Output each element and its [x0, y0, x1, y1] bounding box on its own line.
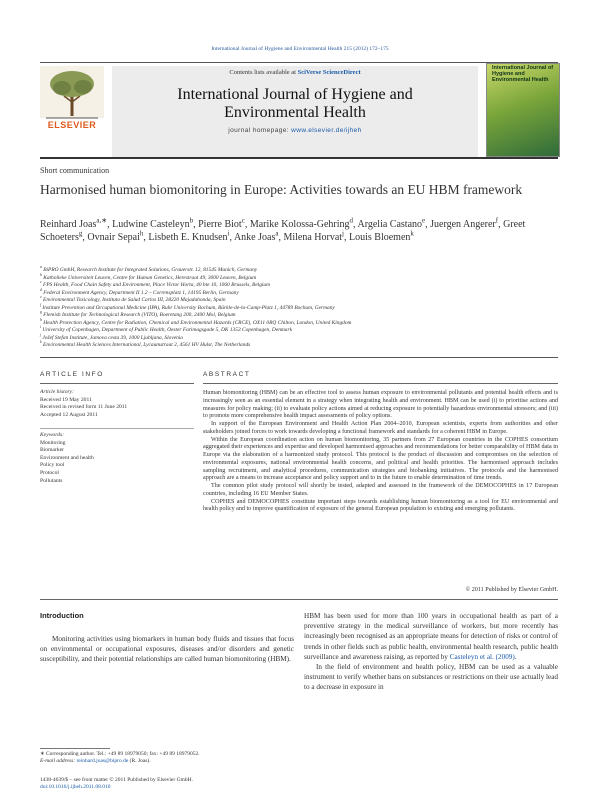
body-left-column	[40, 634, 294, 665]
article-info-rule	[40, 383, 194, 384]
keyword: Environment and health	[40, 454, 94, 461]
affiliation: $^a$ BiPRO GmbH, Research Institute for Integrated Solutions, Grauerstr. 12, 81545 Munich, Germany	[40, 265, 258, 273]
abstract-paragraph: Within the European coordination action on human biomonitoring, 35 partners from 27 European countries in the COPHES consortium aggregated their experiences and expertise and developed harmonised approaches and recommendations for better comparability of HBM data in Europe via the elaboration of a harmonized study protocol. This protocol is the product of discussion and compromises on the selection of environmental exposures, national environmental health concerns, and political and health priorities. The harmonised approach includes sampling recruitment, and analytical procedures, communication strategies and biobanking initiatives. The protocols and the harmonised approach are a means to increase acceptance and policy support and to in the future to enable determination of time trends.	[203, 436, 558, 482]
citation-link[interactable]: Casteleyn et al. (2009)	[449, 652, 515, 661]
sciencedirect-link[interactable]: SciVerse ScienceDirect	[297, 69, 361, 76]
homepage-prefix: journal homepage:	[228, 127, 292, 134]
homepage-link[interactable]: www.elsevier.de/ijheh	[291, 127, 362, 134]
top-rule	[40, 62, 558, 63]
history-item: Accepted 12 August 2011	[40, 411, 98, 418]
abstract-paragraph: The common pilot study protocol will shortly be tested, adapted and assessed in the framework of the DEMOCOPHES in 17 European countries, including 16 EU Member States.	[203, 483, 558, 497]
affiliation: $^k$ Environmental Health Sciences International, Lycaumstraat 2, 4561 HV Hulst, The Netherlands	[40, 340, 251, 348]
history-label: Article history:	[40, 389, 75, 395]
keywords	[40, 432, 190, 485]
affiliation: $^c$ FPS Health, Food Chain Safety and Environment, Place Victor Horta, 40 bte 10, 1060 Brussels, Belgium	[40, 280, 271, 288]
keyword: Policy tool	[40, 462, 65, 469]
journal-homepage	[112, 127, 478, 134]
history-item: Received in revised form 11 June 2011	[40, 404, 128, 411]
author[interactable]: Milena Horvat$^j$	[283, 229, 344, 243]
keyword: Pollutants	[40, 477, 63, 484]
affiliation: $^e$ Environmental Toxicology, Instituto de Salud Carlos III, 28220 Majadahonda, Spain	[40, 295, 226, 303]
author[interactable]: Reinhard Joas$^{a,∗}$	[40, 216, 108, 230]
abstract-paragraph: COPHES and DEMOCOPHES constitute important steps towards establishing human biomonitoring as a tool for EU environmental and health policy and to improve quantification of exposure of the general European population to existing and emerging pollutants.	[203, 498, 558, 513]
elsevier-tree-logo	[40, 66, 104, 144]
corresponding-author: ∗ Corresponding author. Tel.: +49 89 18979050; fax: +49 89 18979052.	[40, 751, 200, 757]
keyword: Biomarker	[40, 447, 64, 454]
abstract-paragraph: Human biomonitoring (HBM) can be an effective tool to assess human exposure to environmental pollutants and potential health effects and is increasingly seen as an essential element in a strategy when integrating health and environment. HBM can be used (i) to prioritise actions and measures for policy making; (ii) to evaluate policy actions aimed at reducing exposure to potentially hazardous environmental stressors; and (iii) to promote more comprehensive health impact assessments of policy options.	[203, 390, 558, 420]
keywords-label: Keywords:	[40, 432, 65, 438]
history-item: Received 19 May 2011	[40, 396, 92, 403]
affiliation: $^h$ Health Protection Agency, Centre for Radiation, Chemical and Environmental Hazards (CRCE), OX11 0RQ Chilton, London, United Kingdom	[40, 317, 352, 326]
affiliation: $^i$ University of Copenhagen, Department of Public Health, Oester Farimagsgade 5, DK 1353 Copenhagen, Denmark	[40, 325, 292, 333]
corresponding-author-footnote	[40, 751, 300, 766]
body-paragraph: HBM has been used for more than 100 years in occupational health as part of a preventive strategy in the medical surveillance of workers, but more recently has increasingly been recognised as an appropriate means for detection of risks or control of trends in other fields such as public health, environmental health research, public health surveillance and awareness raising, as reported by Casteleyn et al. (2009).	[304, 612, 558, 661]
author-list: Reinhard Joas$^{a,∗}$, Ludwine Casteleyn$^b$, Pierre Biot$^c$, Marike Kolossa-Gehring$^d$, Argelia Castano$^e$, Juergen Angerer$^f$, Greet Schoeters$^g$, Ovnair Sepai$^h$, Lisbeth E. Knudsen$^i$, Anke Joas$^a$, Milena Horvat$^j$, Louis Bloemen$^k$	[40, 216, 526, 243]
author[interactable]: Ovnair Sepai$^h$	[87, 229, 144, 243]
doi-link[interactable]: doi:10.1016/j.ijheh.2011.08.010	[40, 784, 111, 791]
contents-prefix: Contents lists available at	[229, 69, 298, 76]
body-paragraph: In the field of environment and health policy, HBM can be used as a valuable instrument to verify whether bans on substances or restrictions on their use actually lead to a decrease in exposure in	[304, 663, 558, 692]
abstract-copyright: © 2011 Published by Elsevier GmbH.	[465, 587, 558, 593]
author[interactable]: Lisbeth E. Knudsen$^i$	[148, 229, 230, 243]
author[interactable]: Anke Joas$^a$	[233, 229, 279, 243]
footnote-rule	[40, 748, 110, 749]
issn-line: 1438-4639/$ – see front matter © 2011 Published by Elsevier GmbH.	[40, 777, 193, 783]
affiliations-rule	[40, 357, 558, 358]
publisher-wordmark: ELSEVIER	[47, 120, 97, 130]
affiliation: $^d$ Federal Environment Agency, Department II 1.2 – Corrensplatz 1, 14195 Berlin, Germany	[40, 287, 239, 296]
author[interactable]: Greet Schoeters$^g$	[40, 219, 526, 243]
masthead-rule	[40, 157, 558, 159]
affiliation: $^g$ Flemish Institute for Technological Research (VITO), Boeretang 200, 2400 Mol, Belgium	[40, 310, 236, 318]
abstract-heading: ABSTRACT	[203, 371, 251, 378]
cover-title: International Journal of Hygiene and Environmental Health	[492, 65, 554, 84]
article-history	[40, 389, 190, 419]
contents-line	[112, 69, 478, 76]
section-type: Short communication	[40, 166, 110, 175]
journal-title-line2: Environmental Health	[224, 104, 366, 121]
keywords-rule	[40, 428, 194, 429]
article-title: Harmonised human biomonitoring in Europe: Activities towards an EU HBM framework	[40, 182, 523, 197]
keyword: Protocol	[40, 469, 59, 476]
body-rule	[40, 599, 558, 600]
author[interactable]: Pierre Biot$^c$	[198, 216, 245, 230]
abstract-body	[203, 390, 558, 514]
email-link[interactable]: reinhard.joas@bipro.de	[76, 758, 129, 765]
affiliation: $^f$ Institute Prevention and Occupational Medicine (IPA), Ruhr University Bochum, Bürkle-de-la-Camp-Platz 1, 44789 Bochum, Germany	[40, 302, 335, 311]
journal-reference[interactable]: International Journal of Hygiene and Environmental Health 215 (2012) 172–175	[211, 46, 389, 52]
author[interactable]: Louis Bloemen$^k$	[349, 229, 414, 243]
introduction-heading: Introduction	[40, 611, 84, 620]
affiliations	[40, 267, 558, 350]
journal-title-line1: International Journal of Hygiene and	[177, 86, 413, 103]
abstract-paragraph: In support of the European Environment and Health Action Plan 2004–2010, European scientists, experts from authorities and other stakeholders joined forces to work towards developing a functional framework and standards for a coherent HBM in Europe.	[203, 421, 558, 435]
author[interactable]: Marike Kolossa-Gehring$^d$	[249, 216, 354, 230]
affiliation: $^j$ Jožef Stefan Institute, Jamova cesta 39, 1000 Ljubljana, Slovenia	[40, 332, 183, 341]
journal-title	[112, 86, 478, 122]
email-line: E-mail address: reinhard.joas@bipro.de (R. Joas).	[40, 758, 151, 765]
affiliation: $^b$ Katholieke Universiteit Leuven, Centre for Human Genetics, Herestraat 49, 3000 Leuven, Belgium	[40, 272, 257, 281]
body-right-column	[304, 611, 558, 693]
article-info-heading: ARTICLE INFO	[40, 371, 104, 378]
issn-doi	[40, 777, 300, 792]
body-paragraph: Monitoring activities using biomarkers in human body fluids and tissues that focus on environmental or occupational exposures, diseases and/or disorders and genetic susceptibility, and their potential relationships are called human biomonitoring (HBM).	[40, 635, 294, 664]
author[interactable]: Argelia Castano$^e$	[357, 216, 426, 230]
abstract-rule	[203, 383, 558, 384]
author[interactable]: Juergen Angerer$^f$	[430, 216, 499, 230]
keyword: Monitoring	[40, 439, 66, 446]
author[interactable]: Ludwine Casteleyn$^b$	[112, 216, 194, 230]
